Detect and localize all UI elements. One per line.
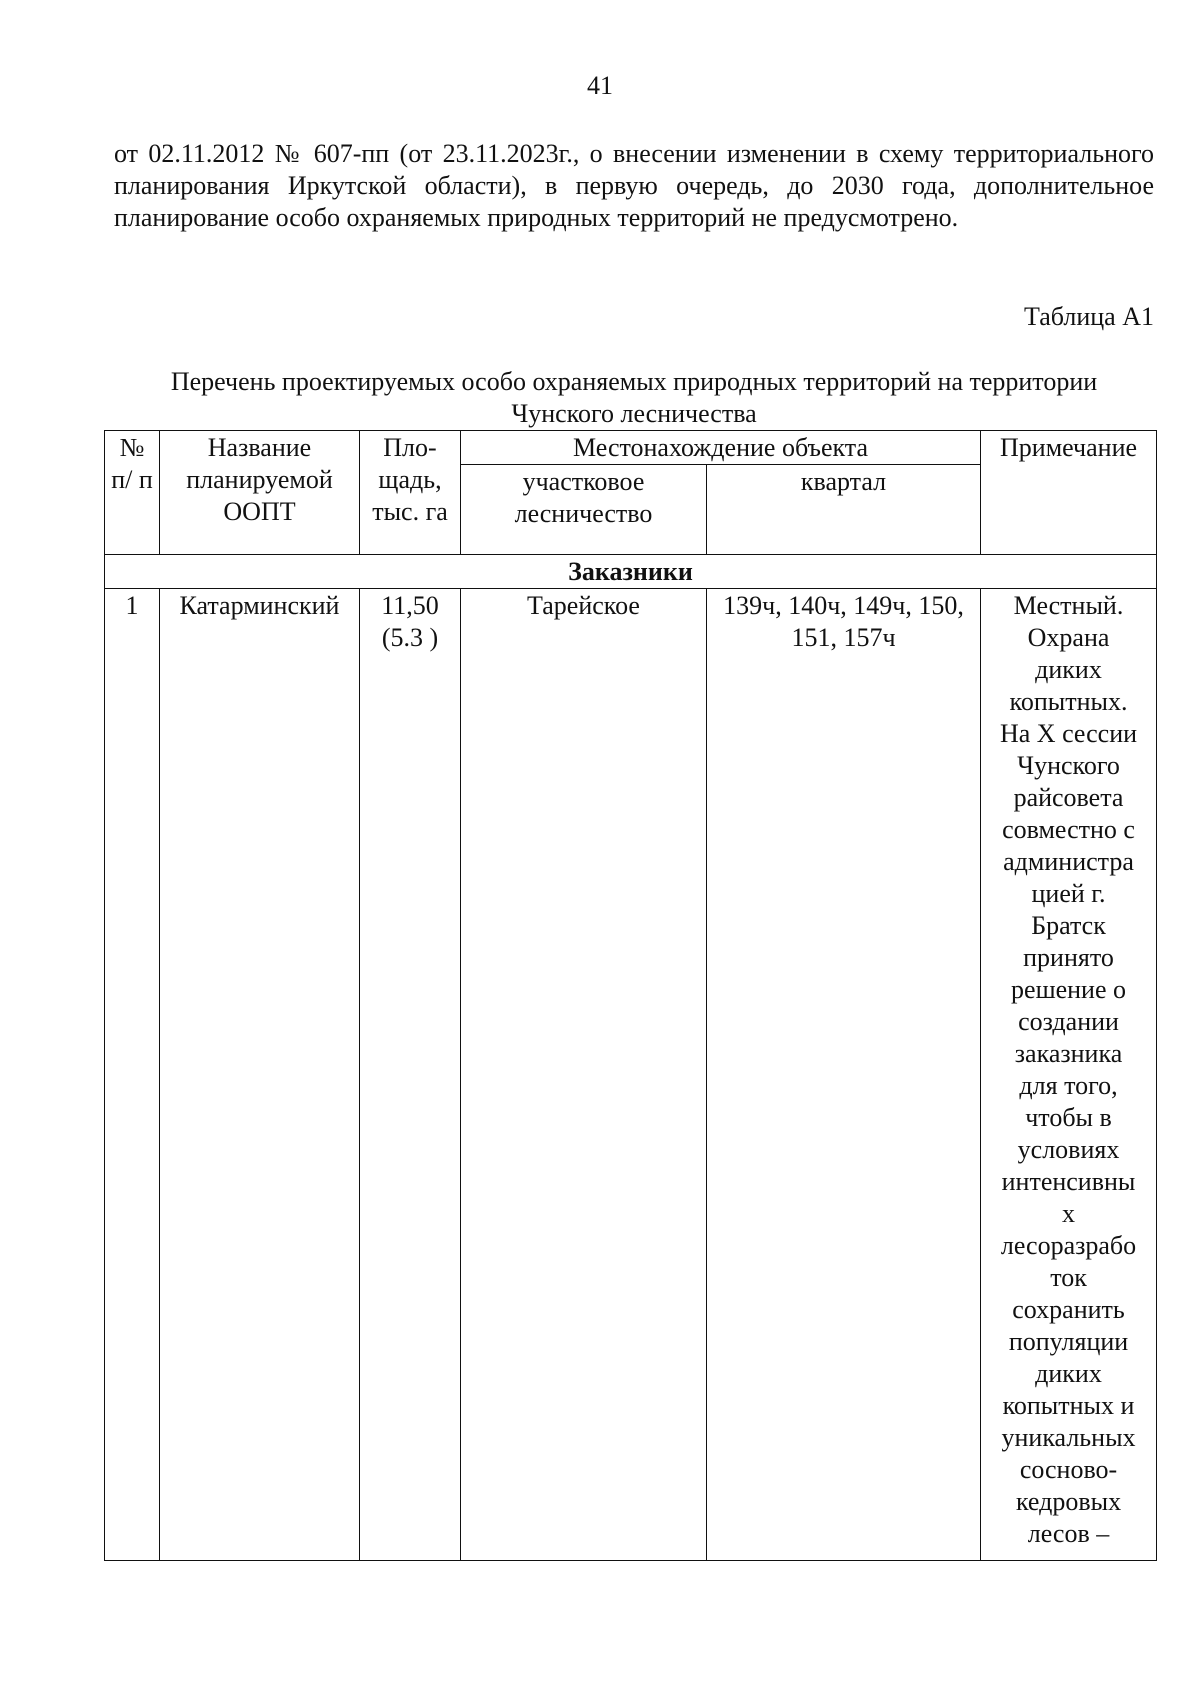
note-line: На X сессии bbox=[999, 719, 1138, 748]
intro-paragraph: от 02.11.2012 № 607-пп (от 23.11.2023г., о внесении изменении в схему территориального планирования Иркутской области), в первую очередь, до 2030 года, дополнительное планирование особо охраняемых природных территорий не предусмотрено. bbox=[114, 139, 1154, 232]
protected-areas-table bbox=[104, 430, 1157, 1561]
header-area: Пло-щадь, тыс. га bbox=[360, 431, 461, 555]
note-line: создании bbox=[1018, 1007, 1119, 1036]
note-line: х bbox=[1062, 1199, 1076, 1228]
cell-area: 11,50 (5.3 ) bbox=[360, 589, 461, 1561]
note-line: сохранить bbox=[1012, 1295, 1125, 1324]
cell-forestry: Тарейское bbox=[461, 589, 707, 1561]
note-line: ток bbox=[1050, 1263, 1087, 1292]
note-line: уникальных bbox=[1001, 1423, 1136, 1452]
header-location-forestry: участковое лесничество bbox=[461, 465, 707, 555]
note-line: лесоразрабо bbox=[1000, 1231, 1137, 1260]
note-line: Местный. bbox=[1013, 591, 1124, 620]
header-location: Местонахождение объекта bbox=[461, 431, 981, 465]
table-row bbox=[105, 589, 1157, 1561]
note-line: чтобы в bbox=[1025, 1103, 1112, 1132]
note-line: условиях bbox=[1017, 1135, 1120, 1164]
header-notes: Примечание bbox=[981, 431, 1157, 555]
note-line: диких bbox=[1035, 1359, 1102, 1388]
note-line: администра bbox=[1003, 847, 1134, 876]
note-line: совместно с bbox=[1002, 815, 1135, 844]
note-line: решение о bbox=[1011, 975, 1126, 1004]
table-label: Таблица А1 bbox=[1024, 302, 1154, 331]
note-line: цией г. bbox=[1031, 879, 1106, 908]
note-line: копытных и bbox=[1002, 1391, 1135, 1420]
note-line: заказника bbox=[1014, 1039, 1123, 1068]
note-line: диких bbox=[1035, 655, 1102, 684]
note-line: кедровых bbox=[1015, 1487, 1122, 1516]
header-location-quarter: квартал bbox=[707, 465, 981, 555]
note-line: принято bbox=[1023, 943, 1114, 972]
cell-notes bbox=[981, 589, 1157, 1561]
page-number: 41 bbox=[587, 71, 613, 100]
note-line: райсовета bbox=[1013, 783, 1124, 812]
header-name: Название планируемой ООПТ bbox=[160, 431, 360, 555]
note-line: копытных. bbox=[1009, 687, 1128, 716]
note-line: популяции bbox=[1008, 1327, 1129, 1356]
table-caption bbox=[104, 366, 1164, 430]
section-title: Заказники bbox=[105, 555, 1157, 589]
note-line: Братск bbox=[1031, 911, 1106, 940]
cell-number: 1 bbox=[105, 589, 160, 1561]
table-header-row bbox=[105, 431, 1157, 465]
note-line: Охрана bbox=[1027, 623, 1110, 652]
cell-quarter: 139ч, 140ч, 149ч, 150, 151, 157ч bbox=[707, 589, 981, 1561]
note-line: интенсивны bbox=[1001, 1167, 1136, 1196]
table-caption-line-2: Чунского лесничества bbox=[511, 399, 757, 428]
table-caption-line-1: Перечень проектируемых особо охраняемых природных территорий на территории bbox=[170, 367, 1098, 396]
note-line: сосново- bbox=[1019, 1455, 1118, 1484]
header-number: № п/ п bbox=[105, 431, 160, 555]
note-line: лесов – bbox=[1027, 1519, 1110, 1548]
cell-name: Катарминский bbox=[160, 589, 360, 1561]
note-line: для того, bbox=[1019, 1071, 1118, 1100]
note-line: Чунского bbox=[1017, 751, 1120, 780]
table-section-row bbox=[105, 555, 1157, 589]
